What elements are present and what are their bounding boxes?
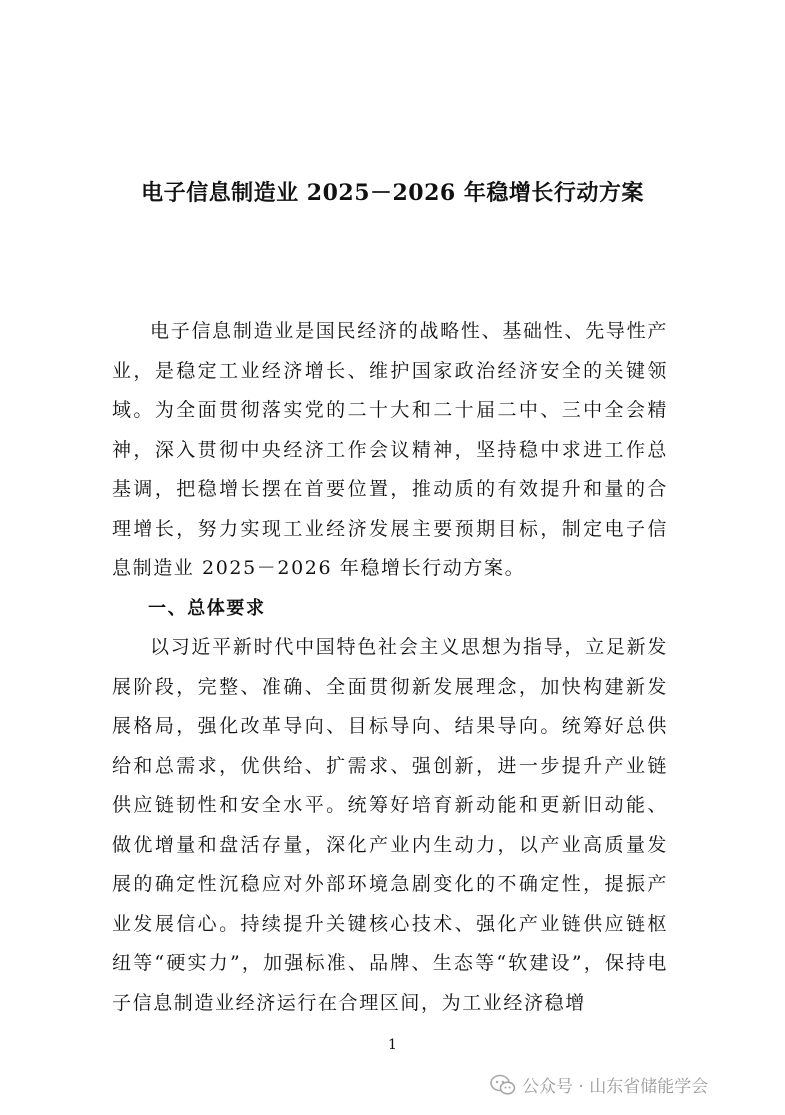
watermark-text: 公众号 · 山东省储能学会 [522,1077,709,1097]
wechat-icon [490,1074,516,1096]
section-paragraph-overall-requirements: 以习近平新时代中国特色社会主义思想为指导，立足新发展阶段，完整、准确、全面贯彻新发展理念，加快构建新发展格局，强化改革导向、目标导向、结果导向。统筹好总供给和总需求，优供给、扩需求、强创新，进一步提升产业链供应链韧性和安全水平。统筹好培育新动能和更新旧动能、做优增量和盘活存量，深化产业内生动力，以产业高质量发展的确定性沉稳应对外部环境急剧变化的不确定性，提振产业发展信心。持续提升关键核心技术、强化产业链供应链枢纽等“硬实力”，加强标准、品牌、生态等“软建设”，保持电子信息制造业经济运行在合理区间，为工业经济稳增 [112,636,668,1014]
document-title: 电子信息制造业 2025－2026 年稳增长行动方案 [141,180,644,206]
document-body [112,312,668,1023]
intro-paragraph: 电子信息制造业是国民经济的战略性、基础性、先导性产业，是稳定工业经济增长、维护国家政治经济安全的关键领域。为全面贯彻落实党的二十大和二十届二中、三中全会精神，深入贯彻中央经济工作会议精神，坚持稳中求进工作总基调，把稳增长摆在首要位置，推动质的有效提升和量的合理增长，努力实现工业经济发展主要预期目标，制定电子信息制造业 2025－2026 年稳增长行动方案。 [112,320,668,579]
watermark [490,1072,708,1097]
page-number: 1 [388,1037,397,1053]
section-heading-overall-requirements: 一、总体要求 [148,597,266,619]
